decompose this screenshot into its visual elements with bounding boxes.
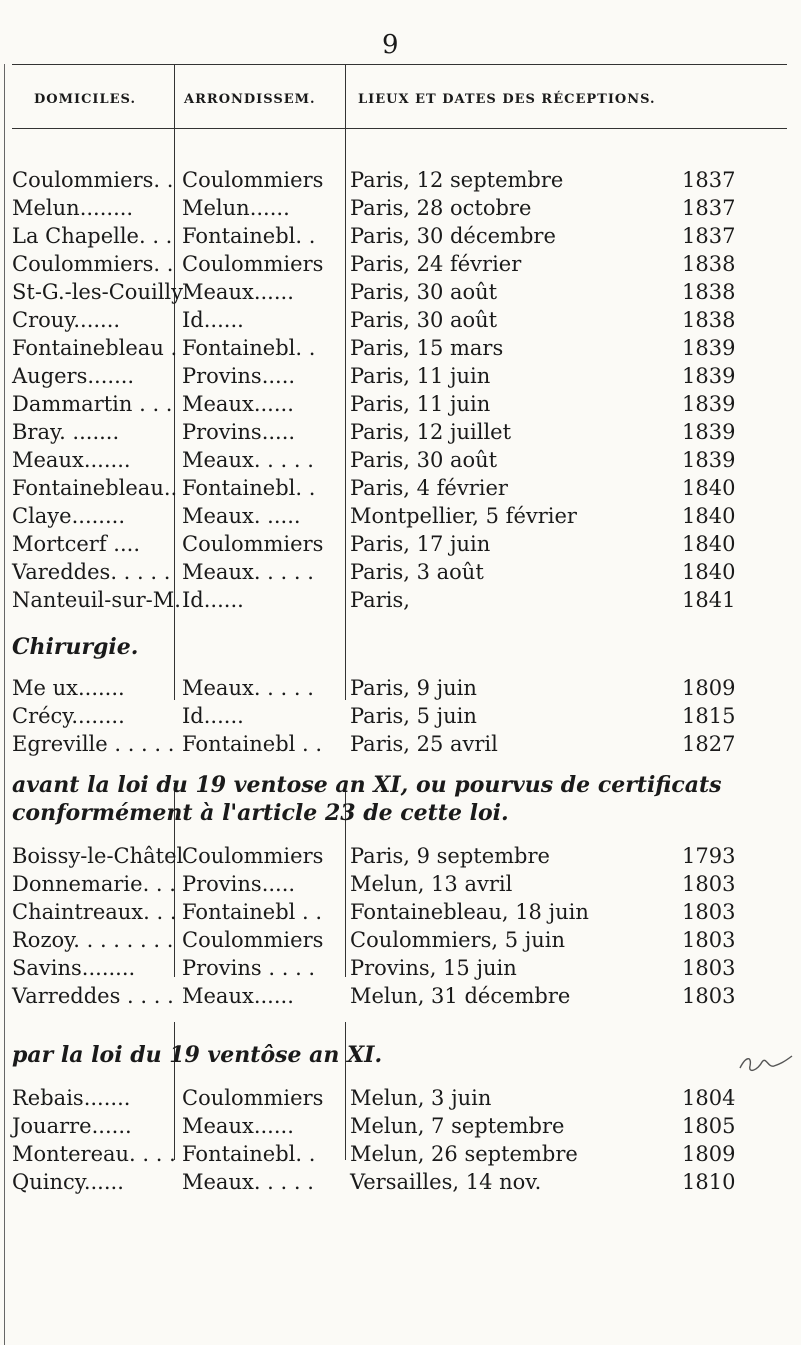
annee-cell: 1838 xyxy=(682,280,736,304)
table-row xyxy=(0,280,801,308)
table-row xyxy=(0,336,801,364)
arrondissement-cell: Meaux. . . . . xyxy=(182,676,314,700)
lieu-date-cell: Paris, 11 juin xyxy=(350,392,491,416)
domicile-cell: Meaux....... xyxy=(12,448,131,472)
annee-cell: 1809 xyxy=(682,1142,736,1166)
lieu-date-cell: Versailles, 14 nov. xyxy=(350,1170,542,1194)
arrondissement-cell: Coulommiers xyxy=(182,1086,324,1110)
lieu-date-cell: Melun, 13 avril xyxy=(350,872,513,896)
domicile-cell: Boissy-le-Châtel xyxy=(12,844,184,868)
domicile-cell: Fontainebleau.. xyxy=(12,476,178,500)
annee-cell: 1803 xyxy=(682,872,736,896)
annee-cell: 1803 xyxy=(682,984,736,1008)
header-arrondissement: ARRONDISSEM. xyxy=(184,92,316,107)
annee-cell: 1803 xyxy=(682,956,736,980)
annee-cell: 1803 xyxy=(682,928,736,952)
annee-cell: 1839 xyxy=(682,364,736,388)
arrondissement-cell: Id...... xyxy=(182,308,244,332)
lieu-date-cell: Paris, 11 juin xyxy=(350,364,491,388)
domicile-cell: Melun........ xyxy=(12,196,134,220)
annee-cell: 1841 xyxy=(682,588,736,612)
annee-cell: 1840 xyxy=(682,560,736,584)
arrondissement-cell: Provins..... xyxy=(182,872,296,896)
lieu-date-cell: Coulommiers, 5 juin xyxy=(350,928,566,952)
lieu-date-cell: Melun, 3 juin xyxy=(350,1086,492,1110)
table-row xyxy=(0,560,801,588)
table-row xyxy=(0,308,801,336)
annee-cell: 1805 xyxy=(682,1114,736,1138)
arrondissement-cell: Coulommiers xyxy=(182,168,324,192)
lieu-date-cell: Paris, 4 février xyxy=(350,476,508,500)
section-3-note-line-2: conformément à l'article 23 de cette loi. xyxy=(12,800,509,826)
annee-cell: 1803 xyxy=(682,900,736,924)
lieu-date-cell: Paris, 12 juillet xyxy=(350,420,512,444)
arrondissement-cell: Coulommiers xyxy=(182,532,324,556)
arrondissement-cell: Fontainebl. . xyxy=(182,1142,316,1166)
arrondissement-cell: Fontainebl. . xyxy=(182,224,316,248)
domicile-cell: Montereau. . . . xyxy=(12,1142,176,1166)
lieu-date-cell: Paris, 12 septembre xyxy=(350,168,564,192)
domicile-cell: La Chapelle. . . xyxy=(12,224,173,248)
arrondissement-cell: Coulommiers xyxy=(182,928,324,952)
table-row xyxy=(0,1086,801,1114)
domicile-cell: Nanteuil-sur-M. xyxy=(12,588,181,612)
table-row xyxy=(0,844,801,872)
annee-cell: 1809 xyxy=(682,676,736,700)
arrondissement-cell: Meaux...... xyxy=(182,392,294,416)
annee-cell: 1837 xyxy=(682,224,736,248)
domicile-cell: Me ux....... xyxy=(12,676,125,700)
table-row xyxy=(0,420,801,448)
arrondissement-cell: Provins..... xyxy=(182,364,296,388)
lieu-date-cell: Paris, 24 février xyxy=(350,252,522,276)
table-row xyxy=(0,900,801,928)
table-row xyxy=(0,1142,801,1170)
arrondissement-cell: Meaux. ..... xyxy=(182,504,301,528)
lieu-date-cell: Paris, 9 septembre xyxy=(350,844,550,868)
annee-cell: 1840 xyxy=(682,476,736,500)
lieu-date-cell: Paris, 17 juin xyxy=(350,532,491,556)
arrondissement-cell: Meaux...... xyxy=(182,280,294,304)
domicile-cell: Chaintreaux. . . xyxy=(12,900,177,924)
annee-cell: 1804 xyxy=(682,1086,736,1110)
lieu-date-cell: Montpellier, 5 février xyxy=(350,504,577,528)
annee-cell: 1839 xyxy=(682,392,736,416)
table-row xyxy=(0,476,801,504)
arrondissement-cell: Meaux. . . . . xyxy=(182,448,314,472)
header-lieux-dates: LIEUX ET DATES DES RÉCEPTIONS. xyxy=(358,92,656,107)
table-row xyxy=(0,1170,801,1198)
annee-cell: 1839 xyxy=(682,336,736,360)
arrondissement-cell: Meaux...... xyxy=(182,1114,294,1138)
arrondissement-cell: Id...... xyxy=(182,704,244,728)
domicile-cell: Vareddes. . . . . xyxy=(12,560,171,584)
domicile-cell: Rebais....... xyxy=(12,1086,131,1110)
arrondissement-cell: Fontainebl. . xyxy=(182,336,316,360)
lieu-date-cell: Fontainebleau, 18 juin xyxy=(350,900,589,924)
domicile-cell: Mortcerf .... xyxy=(12,532,140,556)
domicile-cell: Jouarre...... xyxy=(12,1114,132,1138)
domicile-cell: Rozoy. . . . . . . . xyxy=(12,928,174,952)
table-row xyxy=(0,984,801,1012)
handwritten-mark xyxy=(738,1052,794,1081)
arrondissement-cell: Fontainebl . . xyxy=(182,732,323,756)
table-row xyxy=(0,872,801,900)
table-row xyxy=(0,676,801,704)
annee-cell: 1839 xyxy=(682,420,736,444)
annee-cell: 1838 xyxy=(682,252,736,276)
annee-cell: 1837 xyxy=(682,196,736,220)
table-row xyxy=(0,196,801,224)
table-row xyxy=(0,588,801,616)
arrondissement-cell: Provins..... xyxy=(182,420,296,444)
domicile-cell: Donnemarie. . . xyxy=(12,872,176,896)
lieu-date-cell: Paris, 25 avril xyxy=(350,732,498,756)
table-row xyxy=(0,956,801,984)
table-row xyxy=(0,704,801,732)
domicile-cell: Bray. ....... xyxy=(12,420,120,444)
arrondissement-cell: Meaux...... xyxy=(182,984,294,1008)
annee-cell: 1827 xyxy=(682,732,736,756)
table-row xyxy=(0,504,801,532)
lieu-date-cell: Paris, 30 août xyxy=(350,280,498,304)
domicile-cell: Egreville . . . . . xyxy=(12,732,175,756)
header-domiciles: DOMICILES. xyxy=(34,92,136,107)
annee-cell: 1839 xyxy=(682,448,736,472)
table-row xyxy=(0,448,801,476)
table-row xyxy=(0,532,801,560)
table-row xyxy=(0,364,801,392)
annee-cell: 1840 xyxy=(682,532,736,556)
annee-cell: 1837 xyxy=(682,168,736,192)
arrondissement-cell: Fontainebl . . xyxy=(182,900,323,924)
lieu-date-cell: Paris, 30 décembre xyxy=(350,224,556,248)
lieu-date-cell: Paris, 30 août xyxy=(350,308,498,332)
lieu-date-cell: Melun, 26 septembre xyxy=(350,1142,578,1166)
domicile-cell: Crécy........ xyxy=(12,704,125,728)
table-row xyxy=(0,168,801,196)
table-row xyxy=(0,1114,801,1142)
arrondissement-cell: Coulommiers xyxy=(182,252,324,276)
table-row xyxy=(0,224,801,252)
annee-cell: 1810 xyxy=(682,1170,736,1194)
lieu-date-cell: Paris, 15 mars xyxy=(350,336,504,360)
page-number: 9 xyxy=(382,30,399,60)
domicile-cell: Coulommiers. . xyxy=(12,168,174,192)
lieu-date-cell: Paris, 3 août xyxy=(350,560,484,584)
lieu-date-cell: Melun, 7 septembre xyxy=(350,1114,565,1138)
header-rule xyxy=(12,128,787,129)
annee-cell: 1838 xyxy=(682,308,736,332)
lieu-date-cell: Paris, 5 juin xyxy=(350,704,477,728)
lieu-date-cell: Provins, 15 juin xyxy=(350,956,517,980)
lieu-date-cell: Melun, 31 décembre xyxy=(350,984,571,1008)
lieu-date-cell: Paris, xyxy=(350,588,410,612)
arrondissement-cell: Fontainebl. . xyxy=(182,476,316,500)
annee-cell: 1840 xyxy=(682,504,736,528)
lieu-date-cell: Paris, 30 août xyxy=(350,448,498,472)
domicile-cell: Quincy...... xyxy=(12,1170,124,1194)
domicile-cell: Varreddes . . . . xyxy=(12,984,174,1008)
domicile-cell: Dammartin . . . xyxy=(12,392,173,416)
table-row xyxy=(0,732,801,760)
top-rule xyxy=(12,64,787,65)
section-4-note: par la loi du 19 ventôse an XI. xyxy=(12,1042,383,1068)
arrondissement-cell: Provins . . . . xyxy=(182,956,316,980)
lieu-date-cell: Paris, 9 juin xyxy=(350,676,477,700)
domicile-cell: Claye........ xyxy=(12,504,125,528)
section-3-note-line-1: avant la loi du 19 ventose an XI, ou pourvus de certificats xyxy=(12,772,722,798)
domicile-cell: Coulommiers. . xyxy=(12,252,174,276)
table-row xyxy=(0,252,801,280)
domicile-cell: Fontainebleau . xyxy=(12,336,178,360)
arrondissement-cell: Coulommiers xyxy=(182,844,324,868)
domicile-cell: Savins........ xyxy=(12,956,136,980)
domicile-cell: Crouy....... xyxy=(12,308,121,332)
arrondissement-cell: Meaux. . . . . xyxy=(182,1170,314,1194)
arrondissement-cell: Id...... xyxy=(182,588,244,612)
domicile-cell: St-G.-les-Couilly xyxy=(12,280,183,304)
annee-cell: 1793 xyxy=(682,844,736,868)
domicile-cell: Augers....... xyxy=(12,364,135,388)
table-row xyxy=(0,928,801,956)
arrondissement-cell: Meaux. . . . . xyxy=(182,560,314,584)
lieu-date-cell: Paris, 28 octobre xyxy=(350,196,532,220)
annee-cell: 1815 xyxy=(682,704,736,728)
table-row xyxy=(0,392,801,420)
arrondissement-cell: Melun...... xyxy=(182,196,290,220)
section-title-chirurgie: Chirurgie. xyxy=(12,634,139,660)
